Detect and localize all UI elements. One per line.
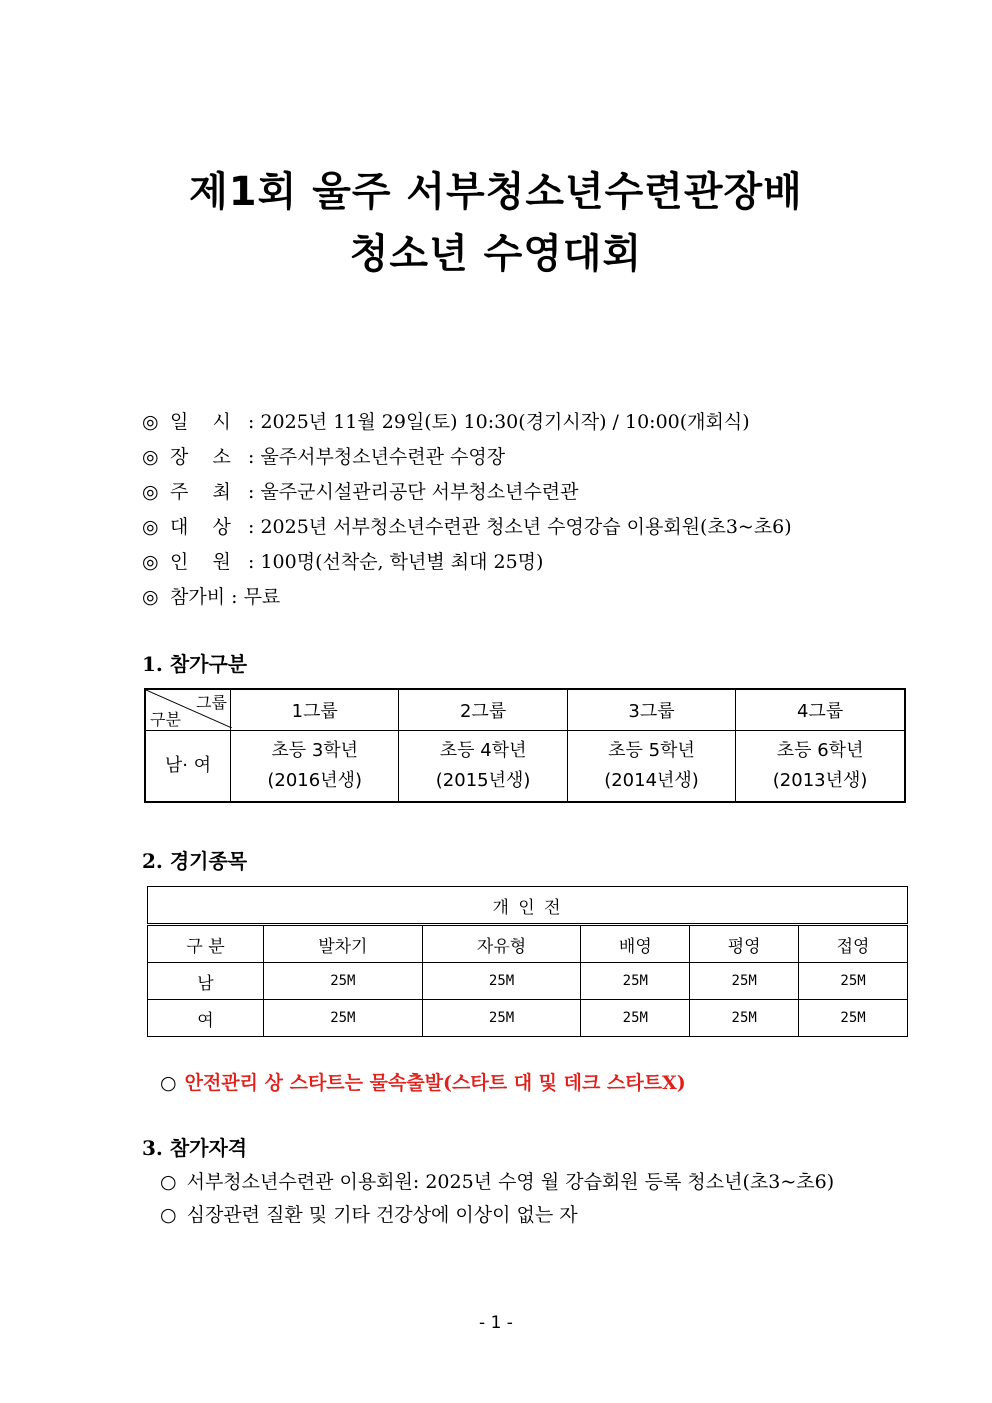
info-sep: :: [248, 411, 255, 433]
row-label: 여: [148, 1000, 264, 1037]
section3-heading: 3. 참가자격: [142, 1136, 248, 1160]
event-header: 발차기: [264, 925, 423, 963]
group-header: 2그룹: [399, 689, 567, 731]
group-header: 4그룹: [736, 689, 905, 731]
info-value: 100명(선착순, 학년별 최대 25명): [260, 551, 544, 573]
bullet-mark: ◎: [142, 551, 159, 573]
qualification-text: 심장관련 질환 및 기타 건강상에 이상이 없는 자: [186, 1204, 578, 1226]
info-target: [142, 512, 792, 539]
grade-text: 초등 4학년: [439, 740, 527, 761]
grade-cell: [399, 731, 567, 803]
section2-heading: 2. 경기종목: [142, 849, 248, 873]
info-value: 무료: [243, 586, 281, 608]
table-title: 개 인 전: [148, 887, 908, 925]
birth-year-text: (2013년생): [772, 770, 868, 791]
diagonal-header-cell: [145, 689, 231, 731]
info-sep: :: [248, 551, 255, 573]
info-capacity: [142, 547, 543, 574]
distance-cell: 25M: [422, 1000, 581, 1037]
info-fee: [142, 582, 280, 609]
table-header-row: [145, 689, 905, 731]
info-host: [142, 477, 579, 504]
safety-note: [160, 1068, 686, 1095]
distance-cell: 25M: [690, 963, 799, 1000]
safety-note-text: 안전관리 상 스타트는 물속출발(스타트 대 및 데크 스타트X): [184, 1072, 686, 1094]
table-header-row: [148, 925, 908, 963]
info-label: 대 상: [170, 516, 231, 538]
bullet-mark: ◎: [142, 481, 159, 503]
document-title-line2: 청소년 수영대회: [349, 231, 643, 277]
info-label: 주 최: [170, 481, 231, 503]
bullet-mark: ◎: [142, 516, 159, 538]
corner-top-label: 그룹: [196, 693, 227, 712]
distance-cell: 25M: [264, 1000, 423, 1037]
info-place: [142, 442, 505, 469]
distance-cell: 25M: [581, 963, 690, 1000]
info-sep: :: [231, 586, 238, 608]
info-sep: :: [248, 481, 255, 503]
qualification-text: 서부청소년수련관 이용회원: 2025년 수영 월 강습회원 등록 청소년(초3~초6): [186, 1171, 835, 1193]
grade-cell: [736, 731, 905, 803]
grade-text: 초등 6학년: [776, 740, 864, 761]
table-row: [145, 731, 905, 803]
group-header: 3그룹: [567, 689, 735, 731]
table-title-row: [148, 887, 908, 925]
event-header: 접영: [799, 925, 908, 963]
document-title-line1: 제1회 울주 서부청소년수련관장배: [189, 169, 803, 215]
corner-bottom-label: 구분: [150, 710, 181, 729]
info-sep: :: [248, 446, 255, 468]
bullet-mark: ◎: [142, 411, 159, 433]
row-label: 남· 여: [145, 731, 231, 803]
grade-text: 초등 5학년: [608, 740, 695, 761]
row-label: 남: [148, 963, 264, 1000]
distance-cell: 25M: [422, 963, 581, 1000]
bullet-mark: ○: [160, 1171, 177, 1193]
qualification-item: [160, 1200, 578, 1227]
birth-year-text: (2014년생): [604, 770, 699, 791]
distance-cell: 25M: [690, 1000, 799, 1037]
info-label: 일 시: [170, 411, 231, 433]
bullet-mark: ○: [160, 1204, 177, 1226]
info-label: 인 원: [170, 551, 231, 573]
info-value: 울주군시설관리공단 서부청소년수련관: [260, 481, 579, 503]
info-value: 2025년 서부청소년수련관 청소년 수영강습 이용회원(초3~초6): [260, 516, 792, 538]
distance-cell: 25M: [264, 963, 423, 1000]
bullet-mark: ◎: [142, 446, 159, 468]
page-number: - 1 -: [479, 1313, 513, 1333]
grade-text: 초등 3학년: [271, 740, 359, 761]
qualification-item: [160, 1167, 834, 1194]
info-date: [142, 407, 750, 434]
event-header: 배영: [581, 925, 690, 963]
grade-cell: [567, 731, 735, 803]
grade-cell: [231, 731, 399, 803]
event-header: 평영: [690, 925, 799, 963]
distance-cell: 25M: [799, 963, 908, 1000]
group-header: 1그룹: [231, 689, 399, 731]
birth-year-text: (2016년생): [267, 770, 363, 791]
birth-year-text: (2015년생): [435, 770, 531, 791]
info-sep: :: [248, 516, 255, 538]
events-table: [147, 886, 908, 1037]
distance-cell: 25M: [581, 1000, 690, 1037]
event-header: 자유형: [422, 925, 581, 963]
info-value: 울주서부청소년수련관 수영장: [260, 446, 506, 468]
info-label: 참가비: [170, 586, 226, 608]
info-value: 2025년 11월 29일(토) 10:30(경기시작) / 10:00(개회식): [260, 411, 750, 433]
bullet-mark: ○: [160, 1072, 177, 1094]
bullet-mark: ◎: [142, 586, 159, 608]
info-label: 장 소: [170, 446, 231, 468]
table-row: [148, 1000, 908, 1037]
table-row: [148, 963, 908, 1000]
header-label: 구 분: [148, 925, 264, 963]
distance-cell: 25M: [799, 1000, 908, 1037]
section1-heading: 1. 참가구분: [142, 652, 248, 676]
participation-table: [144, 688, 906, 803]
